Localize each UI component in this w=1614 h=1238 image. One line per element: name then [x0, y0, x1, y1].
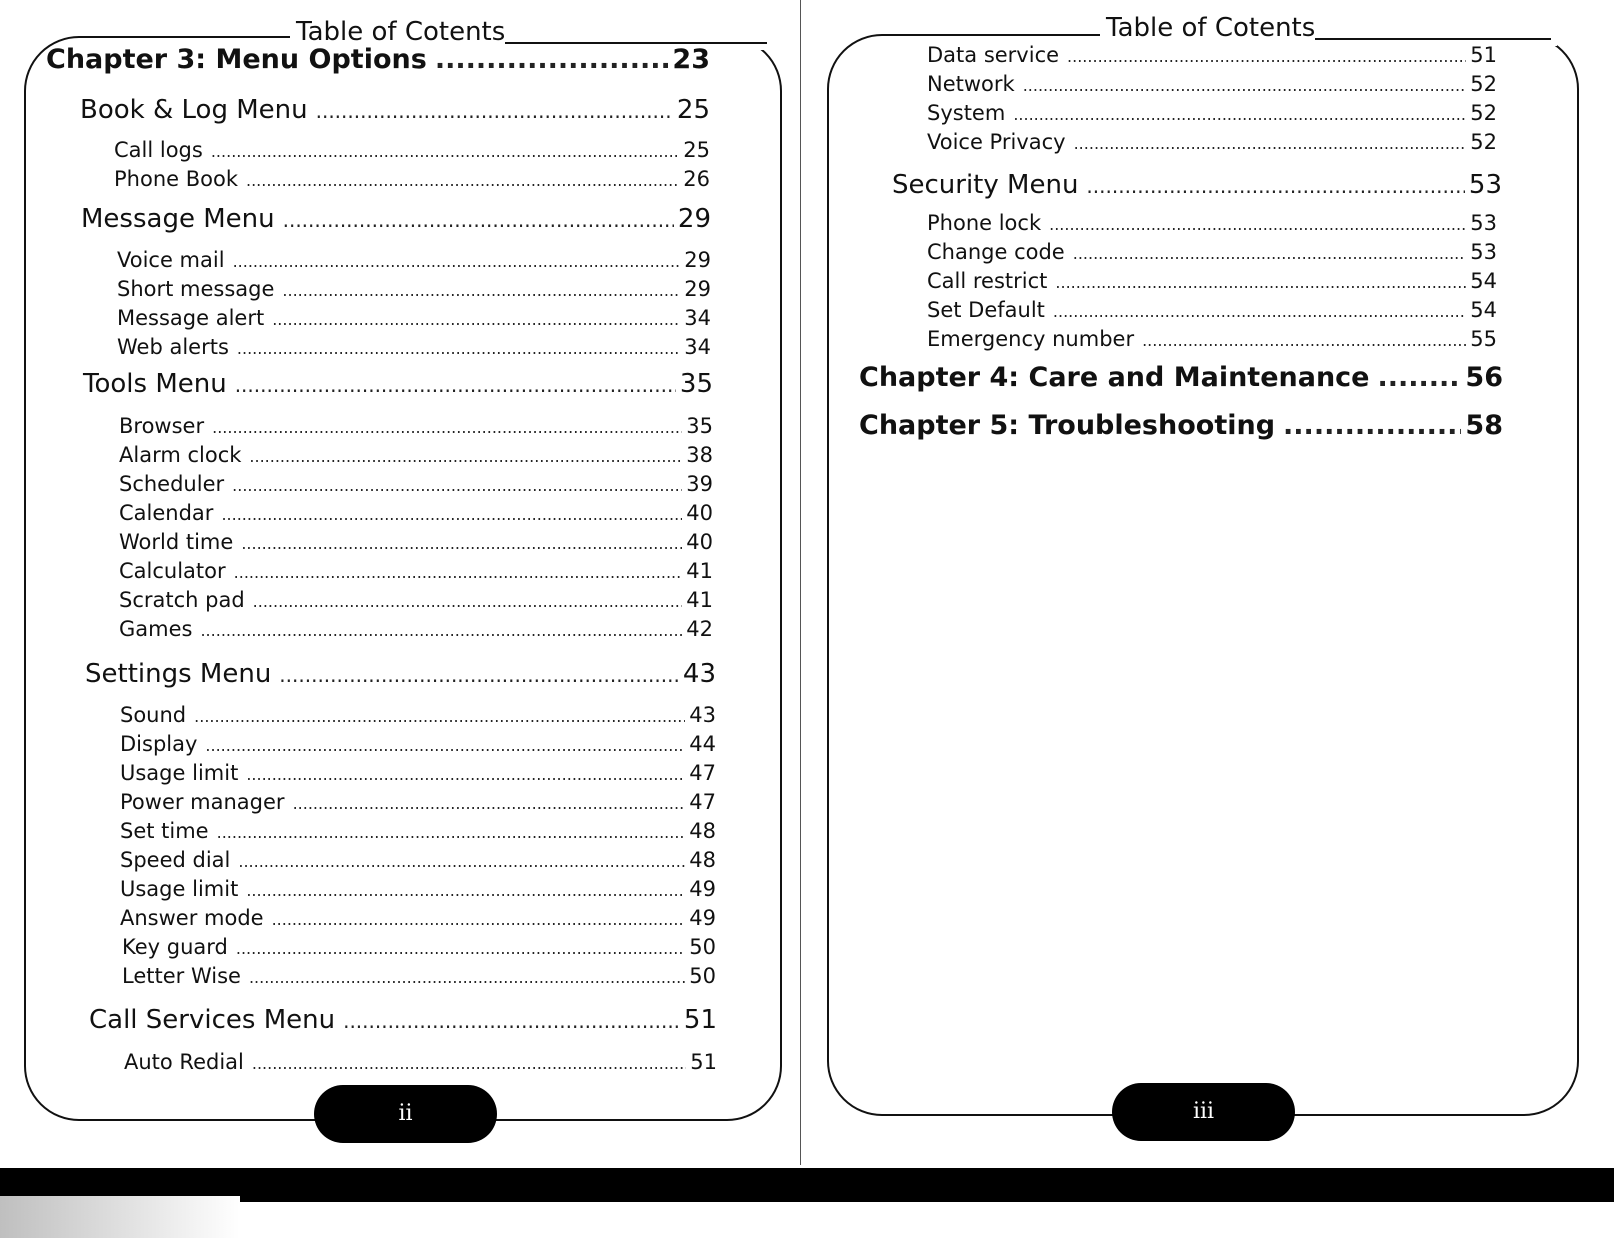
toc-item[interactable]	[120, 761, 716, 785]
toc-label: Message Menu	[81, 204, 275, 234]
toc-item[interactable]	[124, 1050, 717, 1074]
toc-label: Auto Redial	[124, 1050, 244, 1074]
toc-page: 48	[689, 848, 716, 872]
toc-label: Emergency number	[927, 327, 1135, 351]
toc-chapter[interactable]	[859, 362, 1503, 393]
toc-label: Change code	[927, 240, 1065, 264]
toc-page: 58	[1465, 410, 1503, 441]
toc-item[interactable]	[119, 443, 713, 467]
leader-dots	[1053, 302, 1466, 321]
toc-label: Security Menu	[892, 170, 1079, 200]
toc-label: Call logs	[114, 138, 203, 162]
leader-dots	[253, 592, 683, 611]
toc-label: World time	[119, 530, 234, 554]
toc-page: 47	[689, 790, 716, 814]
leader-dots	[246, 881, 685, 900]
toc-page: 52	[1470, 72, 1497, 96]
leader-dots	[237, 339, 680, 358]
toc-item[interactable]	[927, 240, 1497, 264]
toc-label: Short message	[117, 277, 275, 301]
leader-dots	[1055, 273, 1466, 292]
leader-dots	[282, 281, 680, 300]
toc-item[interactable]	[122, 935, 716, 959]
toc-page: 54	[1470, 269, 1497, 293]
toc-page: 34	[684, 306, 711, 330]
toc-page: 51	[683, 1005, 717, 1035]
toc-item[interactable]	[114, 167, 710, 191]
toc-label: Settings Menu	[85, 659, 272, 689]
toc-label: Voice mail	[117, 248, 225, 272]
toc-label: Key guard	[122, 935, 228, 959]
leader-dots	[235, 373, 676, 397]
toc-item[interactable]	[927, 43, 1497, 67]
toc-label: Chapter 4: Care and Maintenance	[859, 362, 1370, 393]
toc-item[interactable]	[119, 501, 713, 525]
toc-page: 51	[1470, 43, 1497, 67]
leader-dots	[241, 534, 682, 553]
leader-dots	[279, 663, 679, 687]
toc-item[interactable]	[927, 211, 1497, 235]
toc-page: 38	[686, 443, 713, 467]
toc-item[interactable]	[119, 559, 713, 583]
leader-dots	[1074, 134, 1467, 153]
leader-dots	[252, 1054, 686, 1073]
toc-page: 53	[1470, 240, 1497, 264]
leader-dots	[246, 171, 679, 190]
toc-label: Set time	[120, 819, 209, 843]
leader-dots	[1283, 410, 1461, 441]
header-title: Table of Cotents	[1106, 13, 1316, 43]
toc-item[interactable]	[119, 588, 713, 612]
leader-dots	[211, 142, 679, 161]
toc-item[interactable]	[119, 414, 713, 438]
leader-dots	[272, 310, 680, 329]
toc-label: Data service	[927, 43, 1060, 67]
toc-page: 35	[686, 414, 713, 438]
leader-dots	[1049, 215, 1466, 234]
toc-page: 51	[690, 1050, 717, 1074]
toc-label: Book & Log Menu	[80, 95, 308, 125]
toc-label: Voice Privacy	[927, 130, 1066, 154]
page-number-badge: iii	[1112, 1083, 1295, 1141]
leader-dots	[272, 910, 686, 929]
toc-item[interactable]	[927, 72, 1497, 96]
toc-page: 43	[682, 659, 716, 689]
toc-item[interactable]	[927, 130, 1497, 154]
toc-item[interactable]	[119, 617, 713, 641]
toc-page: 44	[689, 732, 716, 756]
toc-chapter[interactable]	[859, 410, 1503, 441]
leader-dots	[249, 968, 685, 987]
leader-dots	[212, 418, 682, 437]
toc-label: Games	[119, 617, 193, 641]
toc-page: 50	[689, 935, 716, 959]
toc-label: Scratch pad	[119, 588, 245, 612]
toc-page: 26	[683, 167, 710, 191]
leader-dots	[1378, 362, 1462, 393]
toc-section[interactable]	[81, 204, 711, 234]
toc-label: Phone Book	[114, 167, 238, 191]
toc-page: 23	[672, 44, 710, 75]
toc-section[interactable]	[85, 659, 716, 689]
toc-label: Display	[120, 732, 198, 756]
toc-item[interactable]	[120, 906, 716, 930]
toc-label: Answer mode	[120, 906, 264, 930]
toc-item[interactable]	[122, 964, 716, 988]
toc-item[interactable]	[117, 277, 711, 301]
toc-item[interactable]	[120, 819, 716, 843]
leader-dots	[217, 823, 686, 842]
leader-dots	[293, 794, 686, 813]
toc-chapter[interactable]	[46, 44, 710, 75]
toc-label: System	[927, 101, 1006, 125]
toc-page: 53	[1468, 170, 1502, 200]
toc-page: 29	[684, 248, 711, 272]
toc-page: 55	[1470, 327, 1497, 351]
toc-item[interactable]	[119, 472, 713, 496]
book-gutter	[800, 0, 801, 1165]
page-number-badge: ii	[314, 1085, 497, 1143]
leader-dots	[1023, 76, 1467, 95]
toc-page: 56	[1465, 362, 1503, 393]
leader-dots	[1142, 331, 1466, 350]
page-header	[1100, 10, 1557, 46]
toc-page: 52	[1470, 101, 1497, 125]
scan-edge-band	[0, 1168, 1614, 1202]
toc-page: 41	[686, 588, 713, 612]
toc-label: Calculator	[119, 559, 226, 583]
toc-label: Chapter 3: Menu Options	[46, 44, 427, 75]
toc-label: Set Default	[927, 298, 1045, 322]
toc-label: Usage limit	[120, 761, 239, 785]
leader-dots	[343, 1009, 680, 1033]
toc-page: 40	[686, 501, 713, 525]
leader-dots	[234, 563, 683, 582]
toc-page: 25	[676, 95, 710, 125]
toc-label: Letter Wise	[122, 964, 241, 988]
toc-page: 29	[677, 204, 711, 234]
toc-page: 50	[689, 964, 716, 988]
toc-page: 48	[689, 819, 716, 843]
toc-label: Tools Menu	[83, 369, 227, 399]
leader-dots	[1067, 47, 1466, 66]
toc-page: 29	[684, 277, 711, 301]
toc-item[interactable]	[927, 269, 1497, 293]
toc-label: Message alert	[117, 306, 265, 330]
toc-page: 25	[683, 138, 710, 162]
leader-dots	[236, 939, 685, 958]
toc-page: 49	[689, 877, 716, 901]
toc-item[interactable]	[120, 877, 716, 901]
toc-item[interactable]	[114, 138, 710, 162]
toc-page: 43	[689, 703, 716, 727]
toc-page: 52	[1470, 130, 1497, 154]
toc-label: Alarm clock	[119, 443, 242, 467]
leader-dots	[232, 476, 682, 495]
toc-item[interactable]	[117, 248, 711, 272]
toc-label: Browser	[119, 414, 205, 438]
toc-item[interactable]	[117, 335, 711, 359]
toc-label: Scheduler	[119, 472, 225, 496]
scan-edge-shadow	[0, 1196, 240, 1238]
toc-label: Call Services Menu	[89, 1005, 336, 1035]
leader-dots	[194, 707, 685, 726]
leader-dots	[316, 99, 673, 123]
right-page	[807, 0, 1614, 1165]
toc-item[interactable]	[120, 790, 716, 814]
toc-item[interactable]	[119, 530, 713, 554]
toc-label: Phone lock	[927, 211, 1042, 235]
toc-page: 42	[686, 617, 713, 641]
toc-section[interactable]	[83, 369, 713, 399]
leader-dots	[205, 736, 685, 755]
toc-label: Sound	[120, 703, 187, 727]
leader-dots	[238, 852, 685, 871]
toc-label: Power manager	[120, 790, 285, 814]
leader-dots	[1086, 174, 1464, 198]
toc-item[interactable]	[120, 848, 716, 872]
toc-item[interactable]	[927, 101, 1497, 125]
leader-dots	[246, 765, 685, 784]
toc-page: 54	[1470, 298, 1497, 322]
toc-label: Calendar	[119, 501, 214, 525]
leader-dots	[1013, 105, 1466, 124]
toc-page: 35	[679, 369, 713, 399]
toc-label: Web alerts	[117, 335, 229, 359]
toc-section[interactable]	[892, 170, 1502, 200]
toc-item[interactable]	[927, 298, 1497, 322]
leader-dots	[249, 447, 682, 466]
toc-label: Usage limit	[120, 877, 239, 901]
leader-dots	[1073, 244, 1467, 263]
toc-label: Speed dial	[120, 848, 231, 872]
toc-section[interactable]	[89, 1005, 717, 1035]
leader-dots	[435, 44, 669, 75]
toc-page: 47	[689, 761, 716, 785]
toc-label: Call restrict	[927, 269, 1048, 293]
toc-section[interactable]	[80, 95, 710, 125]
toc-page: 41	[686, 559, 713, 583]
leader-dots	[200, 621, 682, 640]
toc-item[interactable]	[117, 306, 711, 330]
toc-item[interactable]	[120, 732, 716, 756]
toc-page: 53	[1470, 211, 1497, 235]
leader-dots	[283, 208, 674, 232]
toc-item[interactable]	[927, 327, 1497, 351]
toc-page: 39	[686, 472, 713, 496]
toc-page: 49	[689, 906, 716, 930]
left-page	[0, 0, 807, 1165]
toc-item[interactable]	[120, 703, 716, 727]
toc-label: Network	[927, 72, 1015, 96]
leader-dots	[233, 252, 681, 271]
toc-page: 34	[684, 335, 711, 359]
toc-page: 40	[686, 530, 713, 554]
toc-label: Chapter 5: Troubleshooting	[859, 410, 1276, 441]
header-title: Table of Cotents	[296, 17, 506, 47]
leader-dots	[221, 505, 682, 524]
